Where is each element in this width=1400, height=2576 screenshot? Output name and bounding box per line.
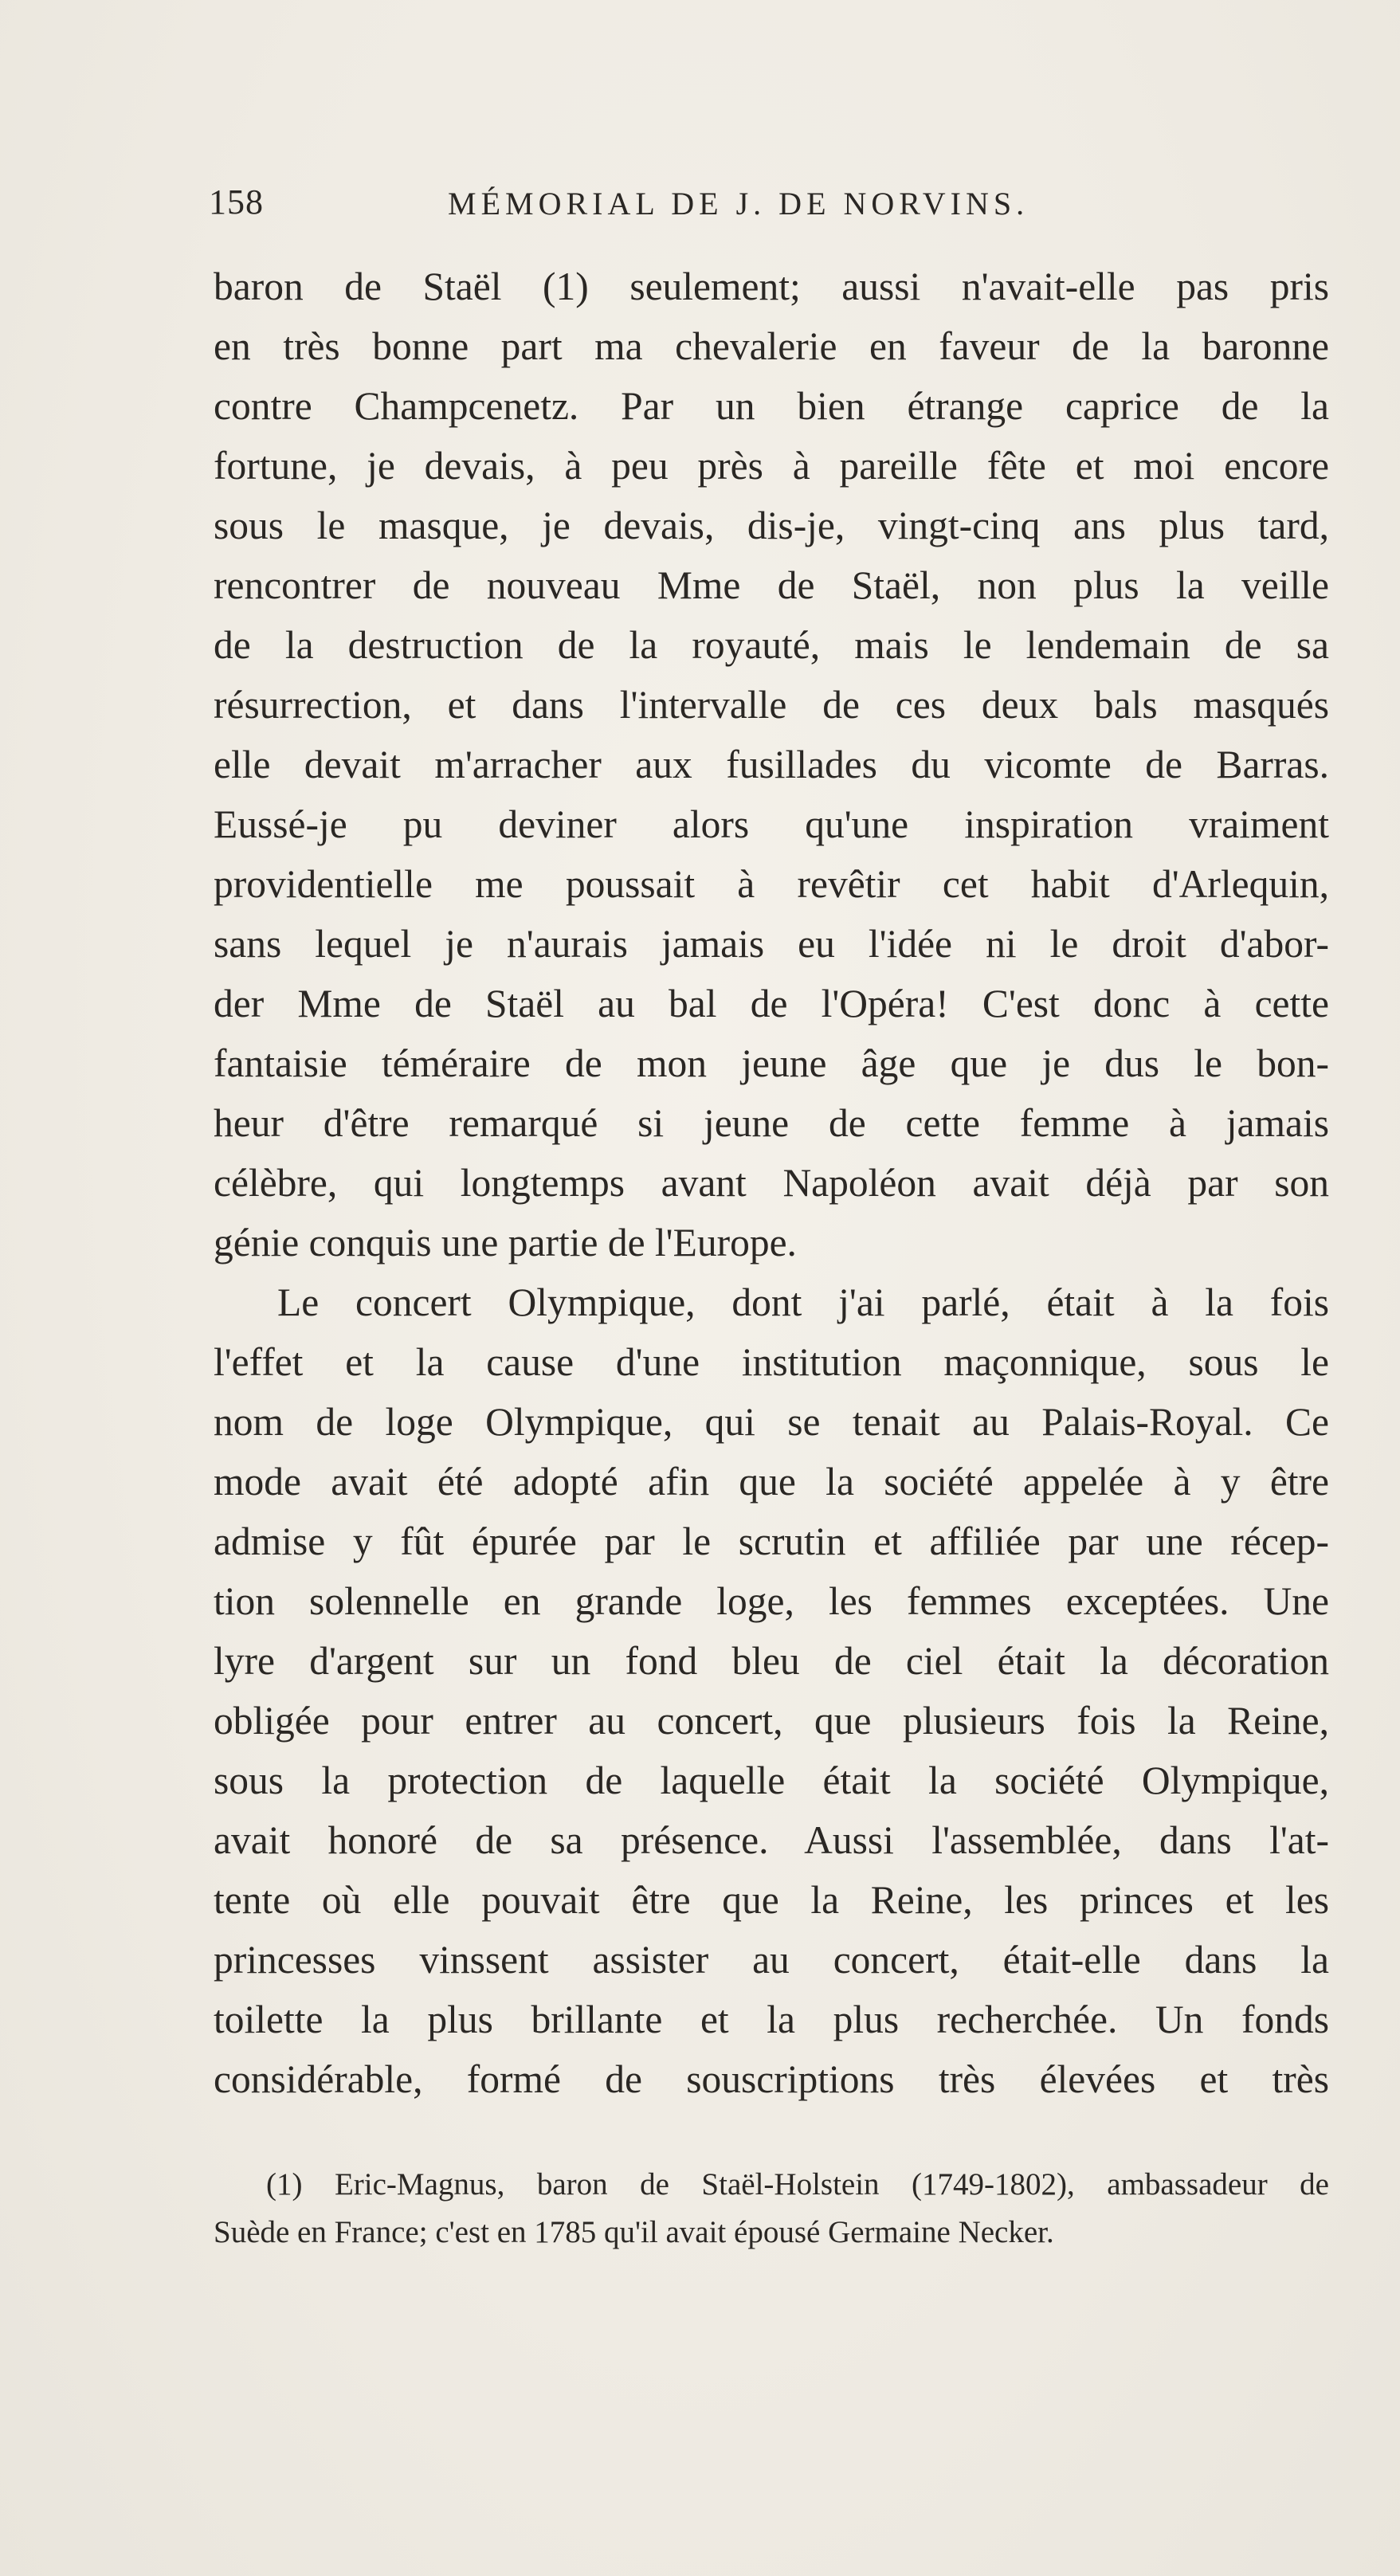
text-line: tente où elle pouvait être que la Reine, les princes et les xyxy=(214,1878,1329,1922)
footnote xyxy=(214,2161,1329,2256)
text-line: elle devait m'arracher aux fusillades du vicomte de Barras. xyxy=(214,743,1329,786)
text-line: admise y fût épurée par le scrutin et affiliée par une récep- xyxy=(214,1519,1329,1563)
paragraph-start-line: Le concert Olympique, dont j'ai parlé, était à la fois xyxy=(277,1280,1329,1324)
text-line: providentielle me poussait à revêtir cet habit d'Arlequin, xyxy=(214,862,1329,906)
text-line: sans lequel je n'aurais jamais eu l'idée ni le droit d'abor- xyxy=(214,922,1329,966)
text-line: sous la protection de laquelle était la société Olympique, xyxy=(214,1759,1329,1802)
page-number: 158 xyxy=(209,182,264,222)
text-line: obligée pour entrer au concert, que plusieurs fois la Reine, xyxy=(214,1699,1329,1743)
text-line: fortune, je devais, à peu près à pareille fête et moi encore xyxy=(214,444,1329,488)
text-line: tion solennelle en grande loge, les femmes exceptées. Une xyxy=(214,1579,1329,1623)
text-line: nom de loge Olympique, qui se tenait au Palais-Royal. Ce xyxy=(214,1400,1329,1444)
text-line: avait honoré de sa présence. Aussi l'assemblée, dans l'at- xyxy=(214,1818,1329,1862)
text-line: mode avait été adopté afin que la société appelée à y être xyxy=(214,1460,1329,1504)
text-line: l'effet et la cause d'une institution maçonnique, sous le xyxy=(214,1340,1329,1384)
footnote-line: (1) Eric-Magnus, baron de Staël-Holstein (1749-1802), ambassadeur de xyxy=(266,2167,1329,2202)
text-line: considérable, formé de souscriptions très élevées et très xyxy=(214,2057,1329,2101)
page-header xyxy=(209,182,1093,229)
running-title: MÉMORIAL DE J. DE NORVINS. xyxy=(448,186,1029,222)
body-text xyxy=(214,257,1329,2109)
text-line: princesses vinssent assister au concert, était-elle dans la xyxy=(214,1938,1329,1982)
text-line: baron de Staël (1) seulement; aussi n'avait-elle pas pris xyxy=(214,265,1329,308)
text-line: de la destruction de la royauté, mais le lendemain de sa xyxy=(214,623,1329,667)
footnote-line: Suède en France; c'est en 1785 qu'il avait épousé Germaine Necker. xyxy=(214,2215,1054,2249)
text-line: heur d'être remarqué si jeune de cette femme à jamais xyxy=(214,1101,1329,1145)
text-line: contre Champcenetz. Par un bien étrange caprice de la xyxy=(214,384,1329,428)
text-line: génie conquis une partie de l'Europe. xyxy=(214,1221,797,1264)
text-line: toilette la plus brillante et la plus recherchée. Un fonds xyxy=(214,1998,1329,2041)
text-line: résurrection, et dans l'intervalle de ces deux bals masqués xyxy=(214,683,1329,727)
text-line: fantaisie téméraire de mon jeune âge que je dus le bon- xyxy=(214,1041,1329,1085)
text-line: en très bonne part ma chevalerie en faveur de la baronne xyxy=(214,324,1329,368)
text-line: Eussé-je pu deviner alors qu'une inspiration vraiment xyxy=(214,802,1329,846)
text-line: célèbre, qui longtemps avant Napoléon avait déjà par son xyxy=(214,1161,1329,1205)
text-line: sous le masque, je devais, dis-je, vingt-cinq ans plus tard, xyxy=(214,504,1329,547)
text-line: rencontrer de nouveau Mme de Staël, non plus la veille xyxy=(214,563,1329,607)
text-line: der Mme de Staël au bal de l'Opéra! C'est donc à cette xyxy=(214,982,1329,1025)
text-line: lyre d'argent sur un fond bleu de ciel était la décoration xyxy=(214,1639,1329,1683)
